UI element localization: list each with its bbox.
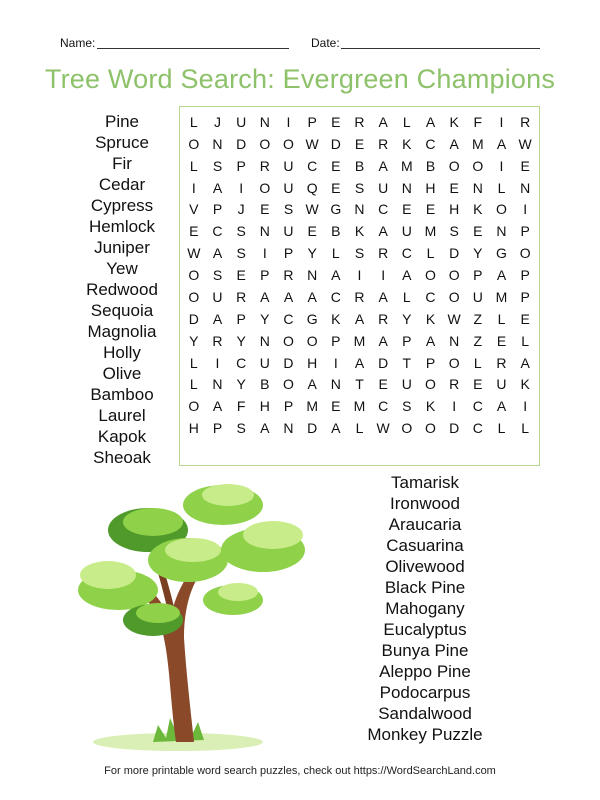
grid-letter: R <box>212 332 223 349</box>
grid-letter: N <box>449 332 460 349</box>
grid-letter: N <box>259 332 270 349</box>
grid-letter: B <box>425 157 436 174</box>
page-title: Tree Word Search: Evergreen Champions <box>44 64 556 94</box>
grid-letter: I <box>357 267 362 284</box>
grid-letter: S <box>236 223 246 240</box>
grid-letter: E <box>520 157 530 174</box>
grid-letter: V <box>189 201 199 218</box>
word-list-item: Cypress <box>90 196 154 215</box>
word-list-item: Monkey Puzzle <box>367 725 483 744</box>
word-list-item: Spruce <box>95 133 149 152</box>
grid-letter: M <box>400 157 413 174</box>
grid-letter: N <box>520 179 531 196</box>
grid-letter: P <box>402 332 412 349</box>
grid-letter: D <box>307 420 318 437</box>
grid-letter: A <box>354 310 365 327</box>
letter-grid <box>179 106 540 466</box>
grid-letter: B <box>354 157 365 174</box>
grid-letter: T <box>402 354 412 371</box>
grid-letter: A <box>496 135 507 152</box>
grid-letter: L <box>402 288 411 305</box>
grid-letter: A <box>378 223 388 240</box>
grid-letter: I <box>499 113 504 130</box>
grid-letter: C <box>425 288 436 305</box>
grid-letter: K <box>402 135 412 152</box>
grid-letter: K <box>473 201 483 218</box>
word-list-item: Juniper <box>94 238 150 257</box>
grid-letter: O <box>425 420 436 437</box>
grid-letter: Y <box>402 310 412 327</box>
grid-letter: L <box>189 354 198 371</box>
grid-letter: A <box>307 288 317 305</box>
word-list-left <box>66 111 178 468</box>
grid-letter: O <box>188 398 200 415</box>
word-list-item: Aleppo Pine <box>379 662 471 681</box>
grid-letter: S <box>236 245 246 262</box>
grid-letter: L <box>497 420 506 437</box>
grid-letter: P <box>520 288 530 305</box>
grid-letter: O <box>188 288 200 305</box>
grid-letter: W <box>187 245 201 262</box>
grid-letter: A <box>496 398 507 415</box>
grid-letter: R <box>354 288 365 305</box>
grid-letter: A <box>378 157 388 174</box>
grid-letter: N <box>212 376 223 393</box>
grid-letter: U <box>236 113 247 130</box>
word-list-item: Magnolia <box>87 322 157 341</box>
word-list-item: Eucalyptus <box>383 620 467 639</box>
grid-letter: K <box>331 310 341 327</box>
grid-letter: L <box>331 245 340 262</box>
grid-letter: S <box>354 245 365 262</box>
grid-letter: I <box>262 245 267 262</box>
grid-letter: R <box>520 113 531 130</box>
grid-letter: O <box>188 267 200 284</box>
grid-letter: M <box>353 398 366 415</box>
grid-letter: E <box>307 223 317 240</box>
grid-letter: G <box>330 201 342 218</box>
grid-letter: O <box>448 157 460 174</box>
grid-letter: A <box>496 267 507 284</box>
grid-letter: M <box>471 135 484 152</box>
grid-letter: H <box>259 398 270 415</box>
tree-illustration <box>58 480 308 755</box>
grid-letter: Y <box>260 310 270 327</box>
grid-letter: A <box>331 420 341 437</box>
grid-letter: A <box>425 332 436 349</box>
word-list-item: Black Pine <box>384 578 466 597</box>
grid-letter: I <box>286 113 291 130</box>
grid-letter: E <box>354 135 365 152</box>
grid-letter: O <box>283 135 294 152</box>
grid-letter: S <box>354 179 365 196</box>
grid-letter: K <box>425 310 436 327</box>
word-list-item: Kapok <box>97 427 147 446</box>
grid-letter: N <box>354 201 365 218</box>
grid-letter: L <box>402 113 411 130</box>
word-list-item: Fir <box>112 154 132 173</box>
grid-letter: U <box>283 179 294 196</box>
word-list-item: Olivewood <box>385 557 465 576</box>
grid-letter: O <box>448 354 460 371</box>
grid-letter: S <box>212 267 223 284</box>
grid-letter: P <box>473 267 483 284</box>
word-list-item: Bunya Pine <box>381 641 469 660</box>
grid-letter: U <box>378 179 389 196</box>
grid-letter: C <box>378 398 389 415</box>
grid-letter: L <box>473 354 482 371</box>
grid-letter: P <box>520 267 530 284</box>
grid-letter: O <box>496 201 507 218</box>
grid-letter: A <box>354 354 365 371</box>
word-list-item: Ironwood <box>390 494 460 513</box>
grid-letter: R <box>378 310 389 327</box>
grid-letter: H <box>307 354 318 371</box>
word-list-item: Sandalwood <box>378 704 472 723</box>
grid-letter: P <box>331 332 341 349</box>
grid-letter: O <box>472 157 484 174</box>
grid-letter: W <box>518 135 532 152</box>
grid-letter: Y <box>473 245 483 262</box>
grid-letter: K <box>520 376 530 393</box>
grid-letter: I <box>381 267 386 284</box>
word-list-item: Podocarpus <box>379 683 471 702</box>
grid-letter: E <box>449 179 459 196</box>
grid-letter: J <box>237 201 245 218</box>
grid-letter: R <box>496 354 507 371</box>
grid-letter: D <box>283 354 294 371</box>
grid-letter: N <box>212 135 223 152</box>
grid-letter: P <box>307 113 317 130</box>
footer-text: For more printable word search puzzles, check out https://WordSearchLand.com <box>104 765 496 777</box>
grid-letter: H <box>188 420 199 437</box>
grid-letter: A <box>402 267 412 284</box>
word-list-item: Sheoak <box>93 448 151 467</box>
word-list-item: Cedar <box>98 175 146 194</box>
grid-letter: I <box>499 157 504 174</box>
grid-letter: A <box>212 398 223 415</box>
grid-letter: W <box>305 135 319 152</box>
grid-letter: P <box>425 354 436 371</box>
grid-letter: D <box>330 135 341 152</box>
grid-letter: O <box>425 376 436 393</box>
grid-letter: E <box>331 179 341 196</box>
grid-letter: A <box>331 267 341 284</box>
grid-letter: R <box>378 245 389 262</box>
grid-letter: A <box>449 135 459 152</box>
grid-letter: K <box>449 113 459 130</box>
grid-letter: O <box>259 135 271 152</box>
grid-letter: A <box>212 245 223 262</box>
grid-letter: R <box>449 376 460 393</box>
grid-letter: C <box>283 310 294 327</box>
grid-letter: N <box>496 223 507 240</box>
grid-letter: U <box>401 223 412 240</box>
grid-letter: D <box>378 354 389 371</box>
grid-letter: L <box>189 376 198 393</box>
grid-letter: M <box>424 223 437 240</box>
grid-letter: E <box>236 267 246 284</box>
grid-letter: I <box>523 201 528 218</box>
grid-letter: P <box>236 310 246 327</box>
grid-letter: C <box>401 245 412 262</box>
grid-letter: S <box>212 157 223 174</box>
grid-letter: P <box>283 245 294 262</box>
grid-letter: O <box>401 420 413 437</box>
word-list-item: Holly <box>103 343 141 362</box>
grid-letter: W <box>305 201 319 218</box>
grid-letter: W <box>376 420 390 437</box>
word-list-item: Bamboo <box>90 385 154 404</box>
grid-letter: P <box>260 267 270 284</box>
grid-letter: M <box>353 332 366 349</box>
grid-letter: E <box>331 113 341 130</box>
grid-letter: G <box>496 245 507 262</box>
grid-letter: A <box>212 179 223 196</box>
grid-letter: M <box>495 288 508 305</box>
grid-letter: E <box>378 376 388 393</box>
grid-letter: G <box>306 310 318 327</box>
grid-letter: K <box>354 223 365 240</box>
grid-letter: N <box>259 223 270 240</box>
grid-letter: U <box>283 223 294 240</box>
grid-letter: N <box>330 376 341 393</box>
grid-letter: A <box>378 332 388 349</box>
grid-letter: L <box>497 310 506 327</box>
date-label: Date: <box>311 36 340 50</box>
grid-letter: A <box>378 113 388 130</box>
grid-letter: C <box>236 354 247 371</box>
grid-letter: P <box>283 398 294 415</box>
grid-letter: K <box>425 398 436 415</box>
tree-canopy <box>78 484 305 636</box>
grid-letter: C <box>472 420 483 437</box>
grid-letter: D <box>236 135 247 152</box>
grid-letter: P <box>212 420 223 437</box>
grid-letter: L <box>521 420 530 437</box>
grid-letter: B <box>331 223 341 240</box>
grid-letter: N <box>472 179 483 196</box>
grid-letter: F <box>236 398 246 415</box>
grid-letter: U <box>401 376 412 393</box>
grid-letter: P <box>520 223 530 240</box>
date-line[interactable] <box>341 48 540 49</box>
grid-letter: O <box>259 179 271 196</box>
grid-letter: Q <box>306 179 318 196</box>
grid-letter: C <box>307 157 318 174</box>
word-list-item: Tamarisk <box>390 473 459 492</box>
word-list-item: Sequoia <box>90 301 154 320</box>
grid-letter: U <box>259 354 270 371</box>
grid-letter: P <box>236 157 246 174</box>
grid-letter: N <box>283 420 294 437</box>
grid-letter: U <box>472 288 483 305</box>
grid-letter: E <box>520 310 530 327</box>
grid-letter: A <box>425 113 436 130</box>
grid-letter: E <box>473 376 483 393</box>
grid-letter: A <box>212 310 223 327</box>
grid-letter: I <box>452 398 457 415</box>
grid-letter: L <box>426 245 435 262</box>
grid-letter: E <box>331 398 341 415</box>
grid-letter: A <box>520 354 530 371</box>
word-list-item: Araucaria <box>388 515 462 534</box>
word-list-item: Pine <box>104 112 140 131</box>
grid-letter: H <box>449 201 460 218</box>
word-list-item: Yew <box>106 259 138 278</box>
grid-letter: C <box>212 223 223 240</box>
grid-letter: R <box>236 288 247 305</box>
grid-letter: W <box>447 310 461 327</box>
grid-letter: E <box>402 201 412 218</box>
grid-letter: A <box>283 288 294 305</box>
grid-letter: Y <box>307 245 317 262</box>
grid-letter: O <box>425 267 436 284</box>
grid-letter: Z <box>473 332 483 349</box>
grid-letter: D <box>188 310 199 327</box>
grid-letter: C <box>378 201 389 218</box>
word-list-item: Casuarina <box>386 536 464 555</box>
grid-letter: A <box>260 288 270 305</box>
word-list-item: Olive <box>102 364 142 383</box>
grid-letter: U <box>496 376 507 393</box>
grid-letter: O <box>306 332 318 349</box>
grid-letter: P <box>212 201 223 218</box>
grid-letter: U <box>212 288 223 305</box>
grid-letter: R <box>259 157 270 174</box>
grid-letter: N <box>307 267 318 284</box>
word-list-item: Hemlock <box>88 217 156 236</box>
grid-letter: M <box>306 398 318 415</box>
grid-letter: D <box>449 420 460 437</box>
grid-letter: R <box>378 135 389 152</box>
grid-letter: S <box>402 398 412 415</box>
grid-letter: E <box>331 157 341 174</box>
grid-letter: C <box>472 398 483 415</box>
grid-letter: S <box>449 223 459 240</box>
grid-letter: O <box>188 135 200 152</box>
grid-letter: A <box>307 376 317 393</box>
grid-letter: L <box>355 420 364 437</box>
word-list-item: Laurel <box>98 406 146 425</box>
grid-letter: R <box>283 267 294 284</box>
grid-letter: H <box>425 179 436 196</box>
grid-letter: O <box>519 245 531 262</box>
word-list-item: Redwood <box>86 280 158 299</box>
grid-letter: A <box>260 420 270 437</box>
grid-letter: U <box>283 157 294 174</box>
grid-letter: S <box>283 201 294 218</box>
grid-letter: Y <box>236 376 246 393</box>
grid-letter: O <box>448 288 460 305</box>
grid-letter: E <box>473 223 483 240</box>
grid-letter: D <box>449 245 460 262</box>
grid-letter: O <box>283 376 294 393</box>
grid-letter: E <box>189 223 199 240</box>
grid-letter: F <box>473 113 483 130</box>
grid-letter: I <box>215 354 220 371</box>
grid-letter: Z <box>473 310 483 327</box>
grid-letter: Y <box>189 332 199 349</box>
grid-letter: N <box>259 113 270 130</box>
grid-letter: E <box>260 201 270 218</box>
grid-letter: T <box>355 376 364 393</box>
grid-letter: S <box>236 420 246 437</box>
grid-letter: Y <box>236 332 246 349</box>
grid-letter: L <box>189 157 198 174</box>
grid-letter: I <box>523 398 528 415</box>
grid-letter: C <box>425 135 436 152</box>
name-line[interactable] <box>97 48 289 49</box>
grid-letter: O <box>283 332 294 349</box>
grid-letter: L <box>521 332 530 349</box>
grid-letter: E <box>425 201 436 218</box>
grid-letter: N <box>401 179 412 196</box>
grid-letter: I <box>333 354 338 371</box>
grid-letter: I <box>239 179 244 196</box>
name-label: Name: <box>60 36 96 50</box>
grid-letter: O <box>448 267 460 284</box>
grid-letter: C <box>330 288 341 305</box>
grid-letter: R <box>354 113 365 130</box>
grid-letter: A <box>378 288 388 305</box>
grid-letter: I <box>191 179 196 196</box>
grid-letter: L <box>497 179 506 196</box>
grid-letter: L <box>189 113 198 130</box>
grid-letter: J <box>213 113 221 130</box>
word-list-item: Mahogany <box>385 599 465 618</box>
grid-letter: B <box>260 376 270 393</box>
word-list-right <box>350 472 500 745</box>
grid-letter: E <box>496 332 507 349</box>
